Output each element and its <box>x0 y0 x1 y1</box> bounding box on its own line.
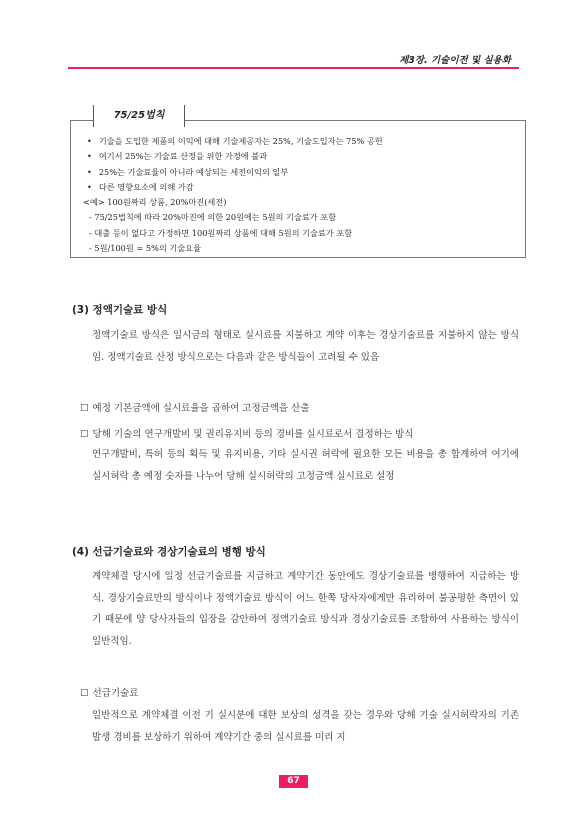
section-3-item-2-text: 당해 기술의 연구개발비 및 권리유지비 등의 경비를 실시료로서 결정하는 방식 <box>92 429 414 440</box>
rule-bullet-1: • 기술을 도입한 제품의 이익에 대해 기술제공자는 25%, 기술도입자는 75% 공헌 <box>83 134 517 149</box>
rule-bullet-2: • 여기서 25%는 기술료 산정을 위한 가정에 불과 <box>83 149 517 164</box>
section-3-item-1 <box>80 400 310 414</box>
section-3-item-2 <box>80 426 413 440</box>
section-4-item-1 <box>80 685 138 699</box>
section-4-item-1-text: 선급기술료 <box>92 688 139 699</box>
rule-box-title: 75/25법칙 <box>113 110 165 121</box>
section-4-paragraph: 계약체결 당시에 일정 선급기술료를 지급하고 계약기간 동안에도 경상기술료를 병행하여 지급하는 방식. 경상기술료만의 방식이나 정액기술료 방식이 어느 한쪽 당사자에게만 유리하여 불공평한 측면이 있기 때문에 양 당사자들의 입장을 감안하여 정액기술료 방식과 경상기술료를 조합하여 사용하는 방식이 일반적임. <box>92 571 519 647</box>
example-line-3: - 5원/100원 = 5%의 기술요율 <box>89 243 201 254</box>
rule-bullet-3: • 25%는 기술료율이 아니라 예상되는 세전이익의 일부 <box>83 165 517 180</box>
rule-box-title-tab <box>93 105 185 127</box>
chapter-header: 제3장. 기술이전 및 실용화 <box>399 55 511 66</box>
example-heading: <예> 100원짜리 상품, 20%마진(세전) <box>83 197 227 208</box>
header-rule <box>68 67 519 69</box>
page-number: 67 <box>279 775 308 788</box>
checkbox-icon: ☐ <box>80 429 89 440</box>
checkbox-icon: ☐ <box>80 403 89 414</box>
section-4-item-1-detail: 일반적으로 계약체결 이전 기 실시분에 대한 보상의 성격을 갖는 경우와 당해 기술 실시허락자의 기존 발생 경비를 보상하기 위하여 계약기간 중의 실시료를 미리 지 <box>92 710 519 743</box>
section-4-title: (4) 선급기술료와 경상기술료의 병행 방식 <box>72 546 266 558</box>
example-line-1: - 75/25법칙에 따라 20%마진에 의한 20원에는 5원의 기술료가 포함 <box>89 212 337 223</box>
example-line-2: - 대출 등이 없다고 가정하면 100원짜리 상품에 대해 5원의 기술료가 포함 <box>89 227 353 238</box>
rule-bullet-4: • 다른 영향요소에 의해 가감 <box>83 180 517 195</box>
rule-box-content <box>83 134 517 256</box>
section-3-item-2-detail: 연구개발비, 특허 등의 획득 및 유지비용, 기타 실시권 허락에 필요한 모든 비용을 총 합계하여 여기에 실시허락 총 예정 숫자를 나누어 당해 실시허락의 고정금액 실시료로 설정 <box>92 449 519 482</box>
checkbox-icon: ☐ <box>80 688 89 699</box>
rule-box <box>70 110 526 258</box>
section-3-item-1-text: 예정 기본금액에 실시료율을 곱하여 고정금액을 산출 <box>92 403 310 414</box>
section-3-paragraph: 정액기술료 방식은 일시금의 형태로 실시료를 지불하고 계약 이후는 경상기술료를 지불하지 않는 방식임. 정액기술료 산정 방식으로는 다음과 같은 방식들이 고려될 수 있음 <box>92 330 519 363</box>
section-3-title: (3) 정액기술료 방식 <box>72 304 168 316</box>
